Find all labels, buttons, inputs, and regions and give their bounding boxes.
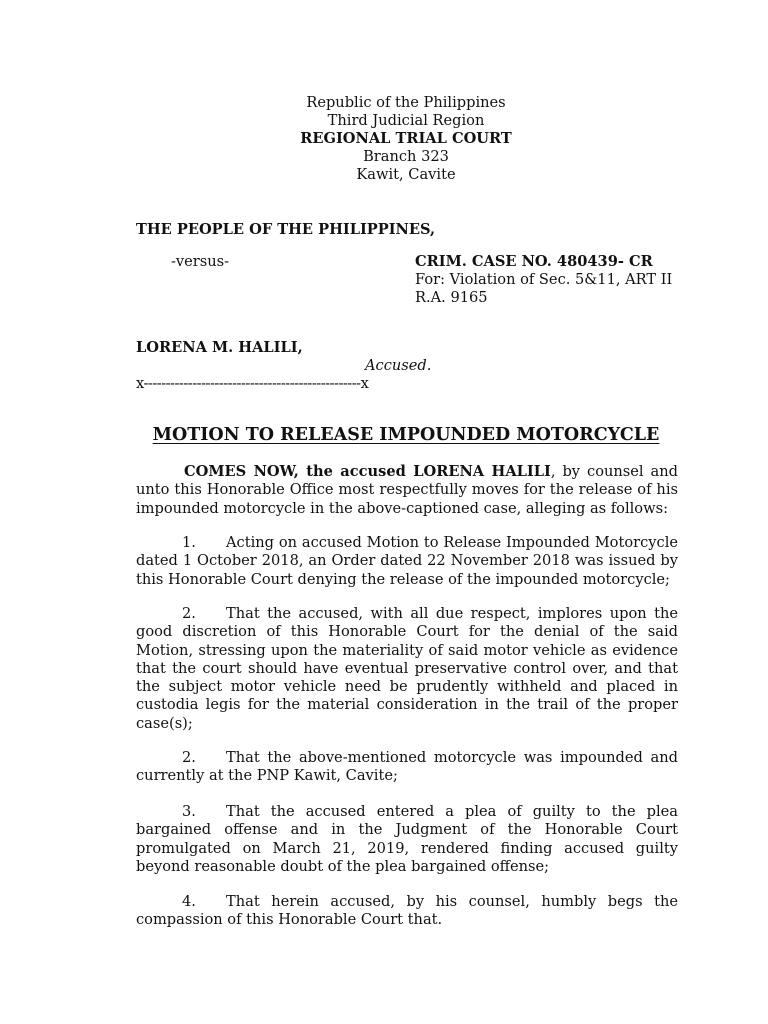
header-court: REGIONAL TRIAL COURT — [300, 130, 512, 147]
accused-label: Accused. — [365, 357, 432, 374]
numbered-paragraph — [136, 534, 678, 589]
intro-paragraph — [136, 463, 678, 518]
paragraph-text: That the accused entered a plea of guilty to the plea bargained offense and in the Judgment of the Honorable Court promulgated on March 21, 2019, rendered finding accused guilty beyond reasonable doubt of the plea bargained offense; — [136, 803, 678, 875]
paragraph-number: 2. — [182, 605, 196, 622]
intro-lead: COMES NOW, the accused LORENA HALILI — [184, 463, 551, 480]
paragraph-number: 2. — [182, 749, 196, 766]
plaintiff-line: THE PEOPLE OF THE PHILIPPINES, — [136, 221, 436, 238]
statute-line: R.A. 9165 — [415, 289, 488, 306]
header-republic: Republic of the Philippines — [306, 94, 506, 111]
case-number: CRIM. CASE NO. 480439- CR — [415, 253, 653, 270]
caption-separator: x-------------------------------------------------x — [136, 375, 369, 392]
numbered-paragraph — [136, 605, 678, 733]
header-location: Kawit, Cavite — [356, 166, 456, 183]
paragraph-text: That herein accused, by his counsel, humbly begs the compassion of this Honorable Court that. — [136, 893, 678, 929]
paragraph-text: That the accused, with all due respect, implores upon the good discretion of this Honorable Court for the denial of the said Motion, stressing upon the materiality of said motor vehicle as evidence that the court should have eventual preservative control over, and that the subject motor vehicle need be prudently withheld and placed in custodia legis for the material consideration in the trail of the proper case(s); — [136, 605, 678, 732]
numbered-paragraph — [136, 893, 678, 930]
paragraph-number: 1. — [182, 534, 196, 551]
paragraph-text: Acting on accused Motion to Release Impounded Motorcycle dated 1 October 2018, an Order dated 22 November 2018 was issued by this Honorable Court denying the release of the impounded motorcycle; — [136, 534, 678, 588]
header-region: Third Judicial Region — [327, 112, 485, 129]
versus-line: -versus- — [171, 253, 230, 270]
numbered-paragraph — [136, 803, 678, 876]
numbered-paragraph — [136, 749, 678, 786]
header-branch: Branch 323 — [363, 148, 449, 165]
violation-line: For: Violation of Sec. 5&11, ART II — [415, 271, 673, 288]
paragraph-number: 4. — [182, 893, 196, 910]
paragraph-text: That the above-mentioned motorcycle was impounded and currently at the PNP Kawit, Cavite; — [136, 749, 678, 785]
motion-title: MOTION TO RELEASE IMPOUNDED MOTORCYCLE — [152, 425, 660, 445]
intro-text: , by counsel and unto this Honorable Office most respectfully moves for the release of his impounded motorcycle in the above-captioned case, alleging as follows: — [136, 463, 678, 517]
accused-name: LORENA M. HALILI, — [136, 339, 303, 356]
paragraph-number: 3. — [182, 803, 196, 820]
